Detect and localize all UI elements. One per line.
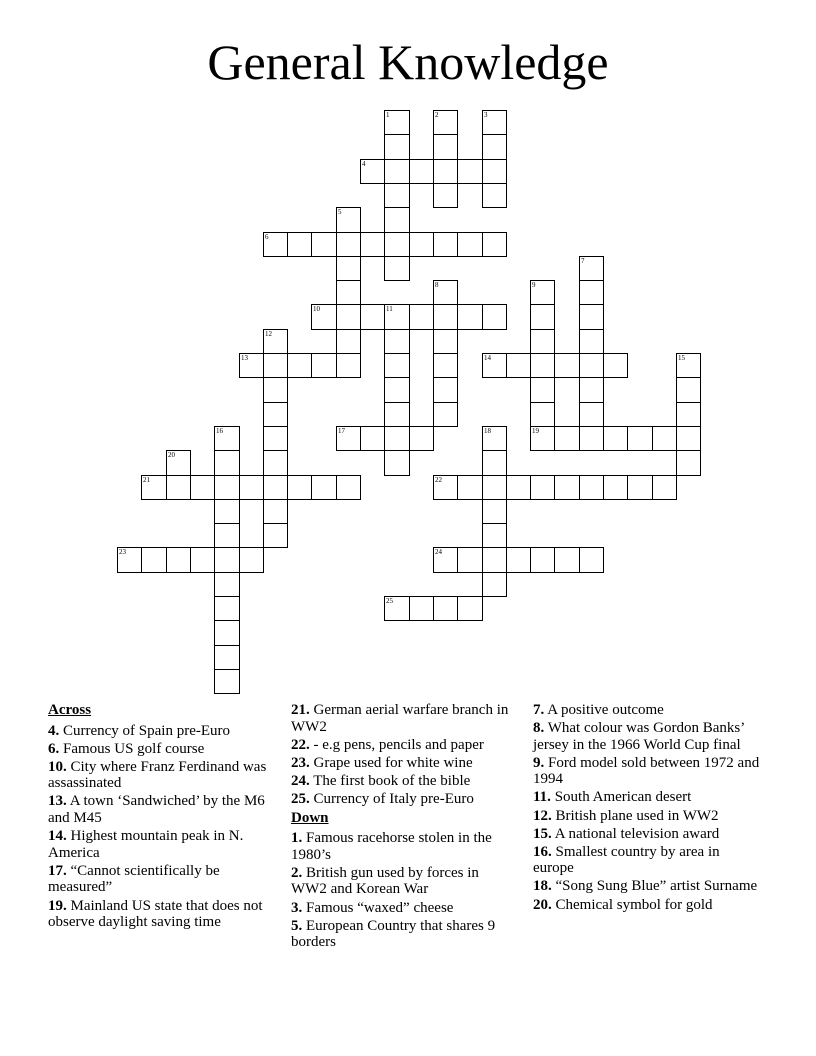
across-clue xyxy=(291,791,517,808)
grid-cell[interactable] xyxy=(311,353,337,378)
down-clue xyxy=(291,900,517,917)
grid-cell[interactable] xyxy=(482,475,507,500)
grid-cell[interactable] xyxy=(214,426,240,451)
clue-text: European Country that shares 9 borders xyxy=(291,917,496,951)
grid-cell[interactable] xyxy=(433,183,458,208)
grid-cell[interactable] xyxy=(384,329,410,354)
across-clue xyxy=(291,773,517,790)
grid-cell[interactable] xyxy=(311,304,337,330)
grid-cell[interactable] xyxy=(384,450,410,476)
grid-cell[interactable] xyxy=(360,232,385,257)
grid-cell[interactable] xyxy=(457,596,483,621)
grid-cell[interactable] xyxy=(482,159,507,184)
down-clue xyxy=(533,755,763,788)
down-clue xyxy=(533,878,763,895)
grid-cell[interactable] xyxy=(384,402,410,427)
down-clue xyxy=(533,789,763,806)
cell-number: 18 xyxy=(484,427,491,435)
grid-cell[interactable] xyxy=(263,426,288,451)
grid-cell[interactable] xyxy=(433,159,458,184)
grid-cell[interactable] xyxy=(311,232,337,257)
grid-cell[interactable] xyxy=(530,329,555,354)
clue-number: 17. xyxy=(48,862,67,879)
grid-cell[interactable] xyxy=(384,159,410,184)
grid-cell[interactable] xyxy=(627,426,653,451)
grid-cell[interactable] xyxy=(482,304,507,330)
cell-number: 4 xyxy=(362,160,366,168)
grid-cell[interactable] xyxy=(530,280,555,305)
grid-cell[interactable] xyxy=(384,183,410,208)
grid-cell[interactable] xyxy=(239,353,264,378)
grid-cell[interactable] xyxy=(166,547,191,573)
cell-number: 20 xyxy=(168,451,175,459)
clue-number: 12. xyxy=(533,807,552,824)
clue-number: 11. xyxy=(533,789,551,806)
grid-cell[interactable] xyxy=(384,256,410,281)
cell-number: 14 xyxy=(484,354,491,362)
cell-number: 9 xyxy=(532,281,536,289)
cell-number: 7 xyxy=(581,257,585,265)
clue-number: 15. xyxy=(533,825,552,842)
clue-text: British plane used in WW2 xyxy=(555,807,719,824)
grid-cell[interactable] xyxy=(506,475,531,500)
clue-number: 13. xyxy=(48,793,67,810)
grid-cell[interactable] xyxy=(117,547,142,573)
cell-number: 3 xyxy=(484,111,488,119)
grid-cell[interactable] xyxy=(384,353,410,378)
down-clue xyxy=(533,826,763,843)
clue-text: Mainland US state that does not observe daylight saving time xyxy=(48,897,263,931)
grid-cell[interactable] xyxy=(336,329,361,354)
cell-number: 10 xyxy=(313,305,320,313)
grid-cell[interactable] xyxy=(530,547,555,573)
grid-cell[interactable] xyxy=(263,377,288,403)
grid-cell[interactable] xyxy=(384,134,410,160)
across-heading: Across xyxy=(48,702,92,718)
grid-cell[interactable] xyxy=(433,402,458,427)
grid-cell[interactable] xyxy=(336,207,361,233)
grid-cell[interactable] xyxy=(482,499,507,524)
grid-cell[interactable] xyxy=(409,304,434,330)
clue-number: 24. xyxy=(291,772,310,789)
clue-text: German aerial warfare branch in WW2 xyxy=(291,702,509,735)
grid-cell[interactable] xyxy=(676,353,701,378)
down-clue xyxy=(533,720,763,753)
grid-cell[interactable] xyxy=(384,377,410,403)
grid-cell[interactable] xyxy=(676,450,701,476)
cell-number: 8 xyxy=(435,281,439,289)
grid-cell[interactable] xyxy=(457,159,483,184)
page-title: General Knowledge xyxy=(207,34,609,90)
clue-number: 9. xyxy=(533,754,545,771)
grid-cell[interactable] xyxy=(409,596,434,621)
grid-cell[interactable] xyxy=(190,475,215,500)
grid-cell[interactable] xyxy=(433,134,458,160)
cell-number: 2 xyxy=(435,111,439,119)
grid-cell[interactable] xyxy=(336,280,361,305)
clue-text: Chemical symbol for gold xyxy=(555,896,713,913)
clue-number: 3. xyxy=(291,899,303,916)
grid-cell[interactable] xyxy=(530,377,555,403)
clue-column-1 xyxy=(48,702,276,932)
grid-cell[interactable] xyxy=(409,232,434,257)
cell-number: 15 xyxy=(678,354,685,362)
grid-cell[interactable] xyxy=(579,402,604,427)
grid-cell[interactable] xyxy=(482,353,507,378)
cell-number: 21 xyxy=(143,476,150,484)
grid-cell[interactable] xyxy=(141,475,167,500)
grid-cell[interactable] xyxy=(482,426,507,451)
grid-cell[interactable] xyxy=(603,475,628,500)
clue-number: 1. xyxy=(291,830,303,847)
grid-cell[interactable] xyxy=(214,596,240,621)
clue-text: South American desert xyxy=(554,789,692,806)
grid-cell[interactable] xyxy=(530,304,555,330)
clue-text: Smallest country by area in europe xyxy=(533,843,720,877)
clue-text: Ford model sold between 1972 and 1994 xyxy=(533,754,760,788)
grid-cell[interactable] xyxy=(214,499,240,524)
clue-number: 18. xyxy=(533,878,552,895)
grid-cell[interactable] xyxy=(554,547,580,573)
grid-cell[interactable] xyxy=(214,450,240,476)
down-clue xyxy=(533,897,763,914)
grid-cell[interactable] xyxy=(482,572,507,597)
grid-cell[interactable] xyxy=(457,475,483,500)
grid-cell[interactable] xyxy=(336,304,361,330)
grid-cell[interactable] xyxy=(433,232,458,257)
clue-text: The first book of the bible xyxy=(313,772,471,789)
clue-text: Famous “waxed” cheese xyxy=(306,899,454,916)
grid-cell[interactable] xyxy=(360,426,385,451)
grid-cell[interactable] xyxy=(579,256,604,281)
grid-cell[interactable] xyxy=(263,475,288,500)
clue-number: 21. xyxy=(291,702,310,718)
cell-number: 25 xyxy=(386,597,393,605)
grid-cell[interactable] xyxy=(384,207,410,233)
cell-number: 22 xyxy=(435,476,442,484)
grid-cell[interactable] xyxy=(433,475,458,500)
across-clue xyxy=(48,898,276,931)
grid-cell[interactable] xyxy=(263,329,288,354)
clue-number: 19. xyxy=(48,897,67,914)
grid-cell[interactable] xyxy=(263,402,288,427)
grid-cell[interactable] xyxy=(214,572,240,597)
grid-cell[interactable] xyxy=(482,523,507,548)
grid-cell[interactable] xyxy=(652,426,677,451)
cell-number: 23 xyxy=(119,548,126,556)
grid-cell[interactable] xyxy=(676,402,701,427)
grid-cell[interactable] xyxy=(530,426,555,451)
clue-column-3 xyxy=(533,702,763,915)
grid-cell[interactable] xyxy=(263,232,288,257)
grid-cell[interactable] xyxy=(384,304,410,330)
grid-cell[interactable] xyxy=(457,547,483,573)
clue-number: 16. xyxy=(533,843,552,860)
grid-cell[interactable] xyxy=(433,110,458,135)
grid-cell[interactable] xyxy=(579,353,604,378)
grid-cell[interactable] xyxy=(384,110,410,135)
grid-cell[interactable] xyxy=(433,547,458,573)
clue-text: “Song Sung Blue” artist Surname xyxy=(555,878,758,895)
grid-cell[interactable] xyxy=(457,304,483,330)
grid-cell[interactable] xyxy=(482,183,507,208)
grid-cell[interactable] xyxy=(214,620,240,646)
grid-cell[interactable] xyxy=(287,232,312,257)
grid-cell[interactable] xyxy=(214,669,240,694)
clue-number: 8. xyxy=(533,720,545,737)
grid-cell[interactable] xyxy=(579,475,604,500)
grid-cell[interactable] xyxy=(433,304,458,330)
down-clue xyxy=(533,808,763,825)
cell-number: 11 xyxy=(386,305,393,313)
clue-number: 2. xyxy=(291,864,303,881)
grid-cell[interactable] xyxy=(336,232,361,257)
cell-number: 13 xyxy=(241,354,248,362)
clue-number: 14. xyxy=(48,828,67,845)
grid-cell[interactable] xyxy=(336,256,361,281)
grid-cell[interactable] xyxy=(676,426,701,451)
grid-cell[interactable] xyxy=(214,547,240,573)
clue-text: Grape used for white wine xyxy=(313,754,473,771)
grid-cell[interactable] xyxy=(603,353,628,378)
grid-cell[interactable] xyxy=(579,377,604,403)
grid-cell[interactable] xyxy=(263,523,288,548)
cell-number: 6 xyxy=(265,233,269,241)
grid-cell[interactable] xyxy=(287,475,312,500)
grid-cell[interactable] xyxy=(579,280,604,305)
grid-cell[interactable] xyxy=(239,475,264,500)
clue-text: - e.g pens, pencils and paper xyxy=(313,736,484,753)
grid-cell[interactable] xyxy=(433,353,458,378)
grid-cell[interactable] xyxy=(384,596,410,621)
cell-number: 16 xyxy=(216,427,223,435)
grid-cell[interactable] xyxy=(433,596,458,621)
grid-cell[interactable] xyxy=(554,353,580,378)
clue-number: 22. xyxy=(291,736,310,753)
grid-cell[interactable] xyxy=(287,353,312,378)
grid-cell[interactable] xyxy=(530,402,555,427)
grid-cell[interactable] xyxy=(384,232,410,257)
down-clue xyxy=(533,844,763,877)
grid-cell[interactable] xyxy=(652,475,677,500)
across-clue xyxy=(291,755,517,772)
clue-text: A positive outcome xyxy=(547,702,664,718)
down-clue xyxy=(533,702,763,719)
grid-cell[interactable] xyxy=(141,547,167,573)
clue-number: 23. xyxy=(291,754,310,771)
down-clue xyxy=(291,918,517,951)
grid-cell[interactable] xyxy=(433,329,458,354)
clue-text: City where Franz Ferdinand was assassinated xyxy=(48,758,267,792)
grid-cell[interactable] xyxy=(214,475,240,500)
grid-cell[interactable] xyxy=(360,159,385,184)
clue-column-2 xyxy=(291,702,517,952)
grid-cell[interactable] xyxy=(482,232,507,257)
across-clue xyxy=(48,863,276,896)
grid-cell[interactable] xyxy=(190,547,215,573)
grid-cell[interactable] xyxy=(214,523,240,548)
cell-number: 1 xyxy=(386,111,390,119)
across-clue xyxy=(48,759,276,792)
clue-text: Highest mountain peak in N. America xyxy=(48,828,244,861)
grid-cell[interactable] xyxy=(627,475,653,500)
grid-cell[interactable] xyxy=(457,232,483,257)
grid-cell[interactable] xyxy=(336,426,361,451)
clue-text: “Cannot scientifically be measured” xyxy=(48,862,220,896)
cell-number: 12 xyxy=(265,330,272,338)
grid-cell[interactable] xyxy=(482,134,507,160)
grid-cell[interactable] xyxy=(579,547,604,573)
grid-cell[interactable] xyxy=(579,329,604,354)
across-clue xyxy=(291,737,517,754)
across-clue xyxy=(48,723,276,740)
down-clue xyxy=(291,830,517,863)
grid-cell[interactable] xyxy=(166,450,191,476)
clue-number: 6. xyxy=(48,740,60,757)
grid-cell[interactable] xyxy=(239,547,264,573)
grid-cell[interactable] xyxy=(506,353,531,378)
down-clue xyxy=(291,865,517,898)
cell-number: 24 xyxy=(435,548,442,556)
clue-number: 4. xyxy=(48,722,60,739)
clue-number: 25. xyxy=(291,790,310,807)
clue-text: A town ‘Sandwiched’ by the M6 and M45 xyxy=(48,793,265,827)
grid-cell[interactable] xyxy=(554,426,580,451)
grid-cell[interactable] xyxy=(214,645,240,670)
clue-text: What colour was Gordon Banks’ jersey in the 1966 World Cup final xyxy=(533,720,745,753)
grid-cell[interactable] xyxy=(530,475,555,500)
clue-text: A national television award xyxy=(554,825,720,842)
grid-cell[interactable] xyxy=(433,377,458,403)
grid-cell[interactable] xyxy=(384,426,410,451)
clue-number: 20. xyxy=(533,896,552,913)
clue-text: Currency of Italy pre-Euro xyxy=(313,790,474,807)
clue-text: Currency of Spain pre-Euro xyxy=(63,722,231,739)
clue-text: British gun used by forces in WW2 and Korean War xyxy=(291,864,479,898)
grid-cell[interactable] xyxy=(263,499,288,524)
grid-cell[interactable] xyxy=(676,377,701,403)
grid-cell[interactable] xyxy=(263,450,288,476)
clue-number: 7. xyxy=(533,702,545,718)
grid-cell[interactable] xyxy=(336,353,361,378)
grid-cell[interactable] xyxy=(263,353,288,378)
grid-cell[interactable] xyxy=(166,475,191,500)
grid-cell[interactable] xyxy=(482,450,507,476)
grid-cell[interactable] xyxy=(482,547,507,573)
clue-text: Famous racehorse stolen in the 1980’s xyxy=(291,830,492,863)
grid-cell[interactable] xyxy=(530,353,555,378)
grid-cell[interactable] xyxy=(603,426,628,451)
grid-cell[interactable] xyxy=(409,159,434,184)
down-heading: Down xyxy=(291,809,329,826)
grid-cell[interactable] xyxy=(579,426,604,451)
cell-number: 19 xyxy=(532,427,539,435)
grid-cell[interactable] xyxy=(482,110,507,135)
grid-cell[interactable] xyxy=(311,475,337,500)
clue-number: 10. xyxy=(48,758,67,775)
grid-cell[interactable] xyxy=(506,547,531,573)
clue-text: Famous US golf course xyxy=(63,740,205,757)
cell-number: 17 xyxy=(338,427,345,435)
grid-cell[interactable] xyxy=(409,426,434,451)
clue-number: 5. xyxy=(291,917,303,934)
across-clue xyxy=(48,828,276,861)
grid-cell[interactable] xyxy=(579,304,604,330)
cell-number: 5 xyxy=(338,208,342,216)
across-clue xyxy=(291,702,517,735)
grid-cell[interactable] xyxy=(433,280,458,305)
across-clue xyxy=(48,741,276,758)
across-clue xyxy=(48,793,276,826)
grid-cell[interactable] xyxy=(554,475,580,500)
grid-cell[interactable] xyxy=(336,475,361,500)
grid-cell[interactable] xyxy=(360,304,385,330)
